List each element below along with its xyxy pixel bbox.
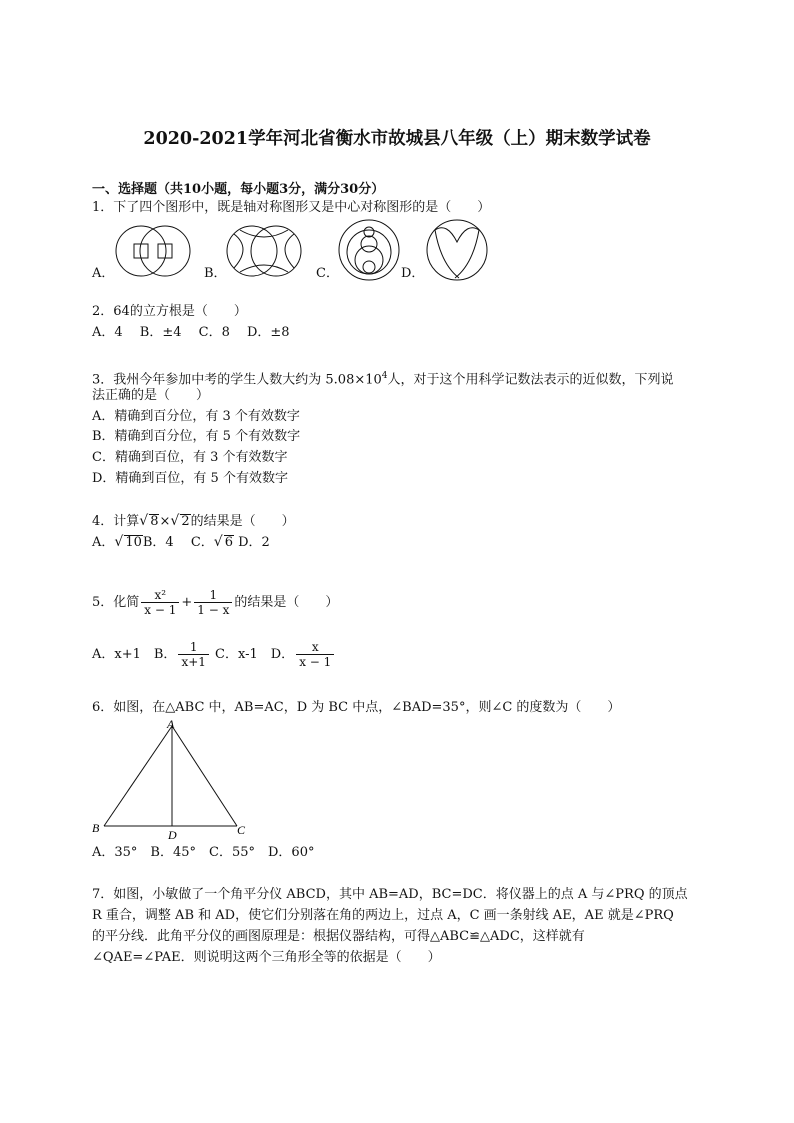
question-3-stem-line2: 法正确的是（ ） (92, 388, 210, 403)
q3-stem-part-a: 3．我州今年参加中考的学生人数大约为 5.08×10 (92, 372, 382, 388)
q5-fraction-2-numerator: 1 (209, 588, 218, 602)
q5-option-b-numerator: 1 (189, 640, 198, 654)
q5-option-d-numerator: x (311, 640, 319, 654)
question-7-line-1: 7．如图，小敏做了一个角平分仪 ABCD，其中 AB=AD，BC=DC．将仪器上的点 A 与∠PRQ 的顶点 (92, 887, 688, 902)
q1-option-c-label: C． (316, 266, 339, 281)
q4-times: × (159, 514, 171, 529)
q4-option-a-label: A． (92, 535, 115, 550)
question-4-stem: 4．计算√ 8×√ 2的结果是（ ） (92, 513, 295, 529)
q5-option-d-denominator: x − 1 (296, 654, 334, 669)
q4-option-d: D．2 (233, 535, 270, 550)
question-1-stem: 1．下了四个图形中，既是轴对称图形又是中心对称图形的是（ ） (92, 200, 491, 215)
section-heading: 一、选择题（共10小题，每小题3分，满分30分） (92, 182, 385, 197)
q5-option-b-fraction (178, 640, 208, 669)
q4-option-b-c-label: B．4 C． (142, 535, 214, 550)
q3-option-d: D．精确到百位，有 5 个有效数字 (92, 471, 288, 486)
q3-stem-part-b: 人，对于这个用科学记数法表示的近似数，下列说 (387, 372, 674, 388)
q4-stem-part-a: 4．计算 (92, 514, 140, 529)
question-2-stem: 2．64的立方根是（ ） (92, 304, 247, 319)
q5-fraction-1-numerator: x² (154, 588, 167, 602)
q1-option-d-label: D． (401, 266, 425, 281)
q1-option-a-label: A． (92, 266, 115, 281)
question-5-options (92, 640, 336, 670)
q1-option-b-label: B． (204, 266, 227, 281)
q3-option-a: A．精确到百分位，有 3 个有效数字 (92, 409, 300, 424)
q4-option-c-radicand: 6 (224, 535, 233, 550)
q6-label-c: C (237, 823, 246, 837)
q5-stem-part-a: 5．化简 (92, 595, 140, 610)
question-7-line-3: 的平分线．此角平分仪的画图原理是：根据仪器结构，可得△ABC≌△ADC，这样就有 (92, 929, 585, 944)
q1-figure-d (425, 218, 489, 282)
question-6-stem: 6．如图，在△ABC 中，AB=AC，D 为 BC 中点，∠BAD=35°，则∠C 的度数为（ ） (92, 700, 621, 715)
q4-stem-part-b: 的结果是（ ） (190, 514, 295, 529)
question-7-line-4: ∠QAE=∠PAE．则说明这两个三角形全等的依据是（ ） (92, 950, 441, 965)
q5-option-d-fraction (296, 640, 334, 669)
question-2-options: A．4 B．±4 C．8 D．±8 (92, 325, 290, 340)
q5-stem-part-b: 的结果是（ ） (234, 595, 339, 610)
q4-radicand-1: 8 (150, 514, 159, 529)
q1-figure-b (226, 222, 306, 280)
question-5-stem (92, 588, 338, 618)
q5-fraction-2 (194, 588, 232, 617)
q5-fraction-2-denominator: 1 − x (194, 602, 232, 617)
question-7-line-2: R 重合，调整 AB 和 AD，使它们分别落在角的两边上，过点 A，C 画一条射线 AE，AE 就是∠PRQ (92, 908, 674, 923)
q3-option-c: C．精确到百位，有 3 个有效数字 (92, 450, 288, 465)
q6-label-a: A (167, 717, 175, 731)
q3-exponent: 4 (381, 371, 388, 381)
q3-option-b: B．精确到百分位，有 5 个有效数字 (92, 429, 301, 444)
q5-plus: + (181, 595, 193, 610)
question-6-options: A．35° B．45° C．55° D．60° (92, 845, 315, 860)
q5-option-c-d-label: C．x-1 D． (210, 647, 295, 662)
q5-option-b-denominator: x+1 (178, 654, 208, 669)
q6-label-b: B (92, 821, 100, 835)
q4-radicand-2: 2 (181, 514, 190, 529)
q6-label-d: D (168, 828, 177, 842)
q1-figure-a (115, 222, 195, 280)
q5-fraction-1 (141, 588, 179, 617)
q5-option-a-b-label: A．x+1 B． (92, 647, 177, 662)
question-4-options: A．√ 10B．4 C．√ 6 D．2 (92, 534, 270, 550)
q1-figure-c (337, 218, 401, 282)
q6-triangle-figure (92, 718, 252, 840)
page-title: 2020-2021学年河北省衡水市故城县八年级（上）期末数学试卷 (143, 129, 651, 149)
q4-option-a-radicand: 10 (125, 535, 142, 550)
q5-fraction-1-denominator: x − 1 (141, 602, 179, 617)
